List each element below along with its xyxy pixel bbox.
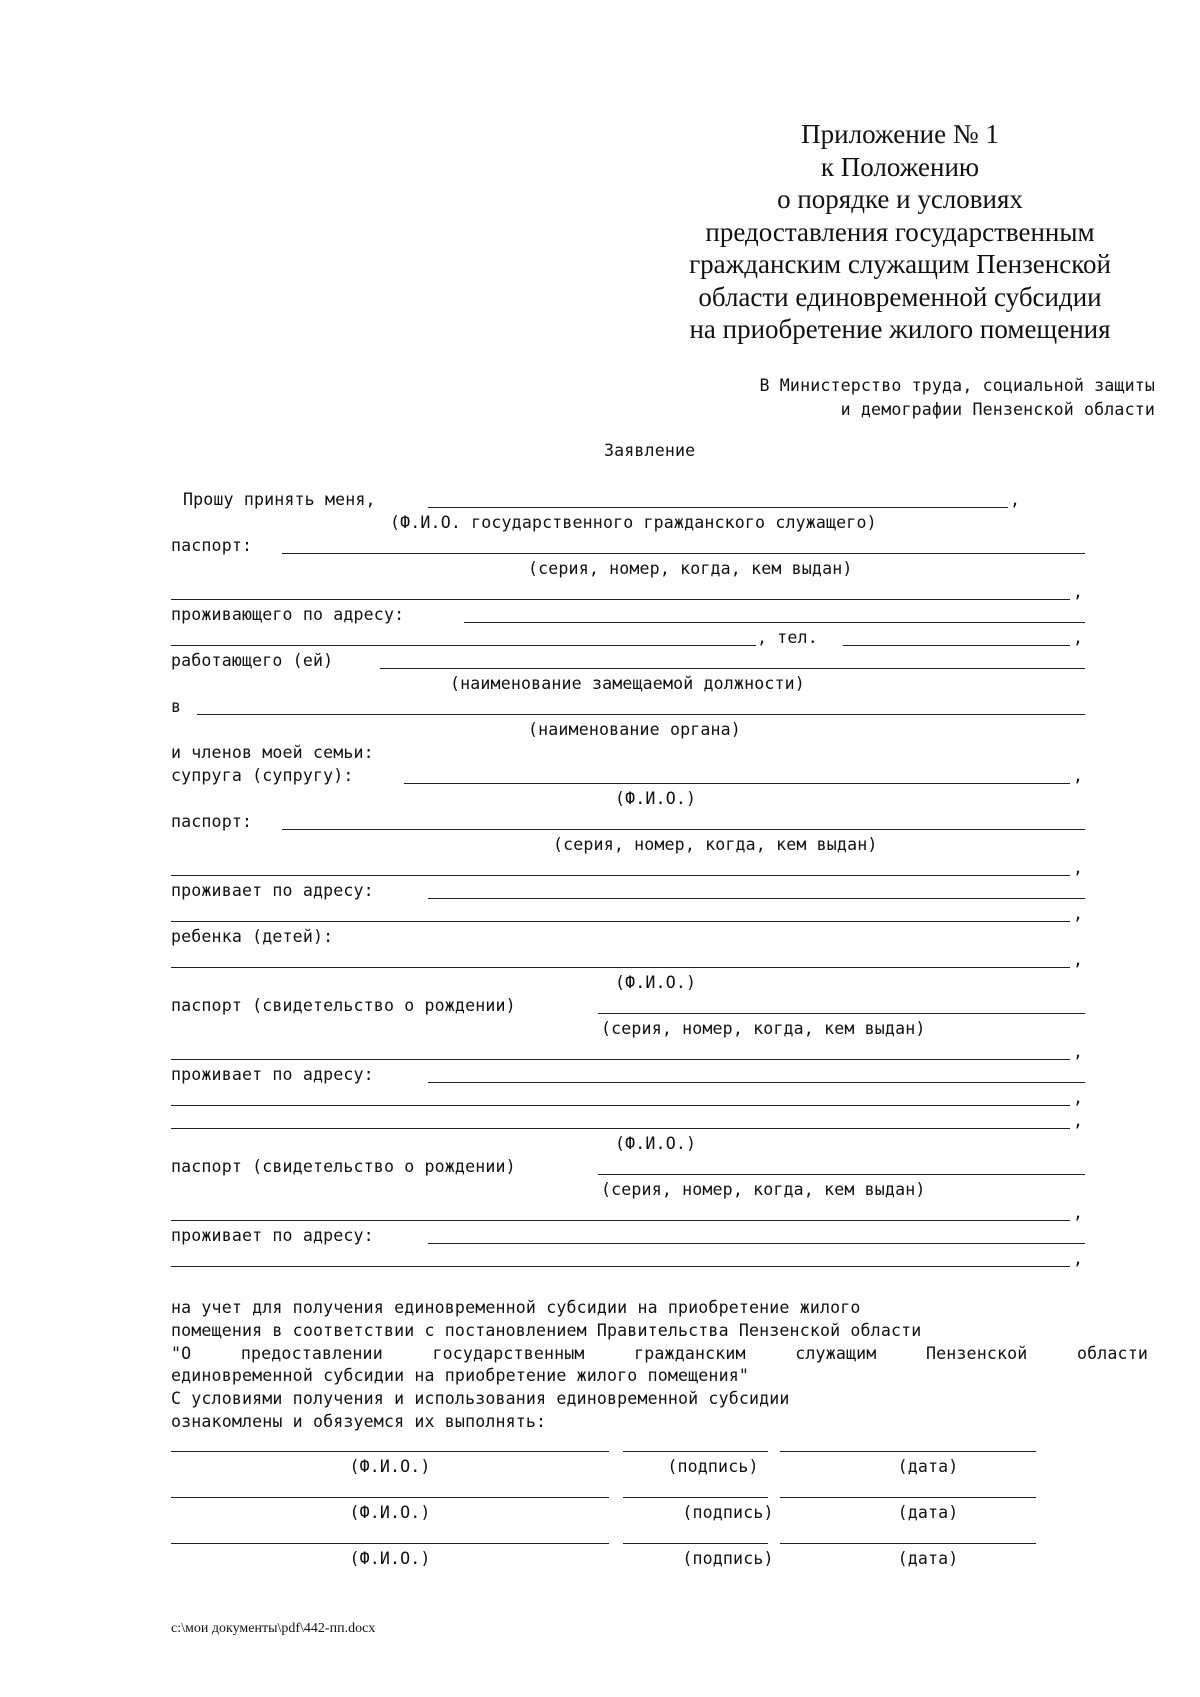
header-line: области единовременной субсидии [698,281,1102,312]
child1-passport-line[interactable] [598,1013,1085,1014]
header-line: о порядке и условиях [777,184,1023,214]
signature-fio-hint: (Ф.И.О.) [349,1549,431,1568]
child-fio-line[interactable] [171,967,1070,968]
appendix-header [660,118,1140,346]
header-line: Приложение № 1 [801,119,999,149]
signature-fio-line[interactable] [171,1543,609,1544]
child1-address-continued-line-2[interactable] [171,1128,1070,1129]
passport-line[interactable] [282,553,1085,554]
comma: , [1073,858,1084,877]
working-line[interactable] [380,668,1085,669]
comma: , [1073,904,1084,923]
signature-line[interactable] [623,1543,768,1544]
paragraph-word: области [1077,1343,1148,1363]
date-hint: (дата) [897,1549,959,1568]
addressee-line: В Министерство труда, социальной защиты [759,376,1155,395]
fio-hint: (Ф.И.О.) [615,789,697,808]
employee-fio-line[interactable] [428,507,1008,508]
lives-label: проживает по адресу: [171,1226,374,1245]
signature-date-line[interactable] [780,1451,1036,1452]
signature-fio-line[interactable] [171,1451,609,1452]
residing-label: проживающего по адресу: [171,605,405,624]
birth-cert-label: паспорт (свидетельство о рождении) [171,1157,516,1176]
child2-address-continued-line[interactable] [171,1266,1070,1267]
comma: , [1073,582,1084,601]
lives-label: проживает по адресу: [171,881,374,900]
lives-label: проживает по адресу: [171,1065,374,1084]
passport-hint: (серия, номер, когда, кем выдан) [601,1180,926,1199]
comma: , [1010,490,1021,509]
paragraph-word: Пензенской [926,1343,1028,1363]
document-title: Заявление [604,441,696,460]
spouse-address-line[interactable] [428,898,1085,899]
spouse-passport-continued-line[interactable] [171,875,1070,876]
residing-address-line[interactable] [464,622,1085,623]
organ-line[interactable] [197,714,1085,715]
signature-date-line[interactable] [780,1543,1036,1544]
comma: , [1073,1203,1084,1222]
paragraph-word: государственным [432,1343,585,1363]
header-line: предоставления государственным [705,216,1095,247]
phone-line[interactable] [843,645,1070,646]
signature-fio-hint: (Ф.И.О.) [349,1503,431,1522]
signature-hint: (подпись) [682,1549,774,1568]
file-path-footer: c:\мои документы\pdf\442-пп.docx [171,1621,376,1636]
signature-line[interactable] [623,1451,768,1452]
addressee [760,374,1155,422]
comma: , [1073,1088,1084,1107]
paragraph-word: гражданским [634,1343,746,1363]
family-label: и членов моей семьи: [171,743,374,762]
signature-fio-hint: (Ф.И.О.) [349,1457,431,1476]
child1-address-continued-line[interactable] [171,1105,1070,1106]
paragraph-word: предоставлении [240,1343,383,1363]
comma: , [1073,950,1084,969]
passport-continued-line[interactable] [171,599,1070,600]
paragraph-line: С условиями получения и использования единовременной субсидии [171,1389,790,1409]
paragraph-line: единовременной субсидии на приобретение жилого помещения" [171,1366,749,1386]
signature-line[interactable] [623,1497,768,1498]
date-hint: (дата) [897,1457,959,1476]
spouse-address-continued-line[interactable] [171,921,1070,922]
passport-label: паспорт: [171,536,253,555]
birth-cert-label: паспорт (свидетельство о рождении) [171,996,516,1015]
passport-hint: (серия, номер, когда, кем выдан) [601,1019,926,1038]
passport-hint: (серия, номер, когда, кем выдан) [553,835,878,854]
address-continued-line[interactable] [171,645,756,646]
child2-passport-line[interactable] [598,1174,1085,1175]
position-hint: (наименование замещаемой должности) [450,674,805,693]
comma: , [1073,628,1084,647]
header-line: на приобретение жилого помещения [689,314,1111,344]
signature-date-line[interactable] [780,1497,1036,1498]
in-label: в [171,697,182,716]
paragraph-line: ознакомлены и обязуемся их выполнять: [171,1411,547,1431]
passport-hint: (серия, номер, когда, кем выдан) [528,559,853,578]
fio-hint: (Ф.И.О.) [615,1134,697,1153]
paragraph-word: служащим [795,1343,877,1363]
fio-employee-hint: (Ф.И.О. государственного гражданского служащего) [390,513,877,532]
header-line: гражданским служащим Пензенской [689,249,1111,279]
comma: , [1073,1111,1084,1130]
spouse-passport-line[interactable] [282,829,1085,830]
organ-hint: (наименование органа) [528,720,741,739]
child1-address-line[interactable] [428,1082,1085,1083]
phone-label: , тел. [757,628,818,647]
request-label: Прошу принять меня, [183,490,376,509]
comma: , [1073,1042,1084,1061]
addressee-line: и демографии Пензенской области [840,400,1155,419]
paragraph-line: помещения в соответствии с постановлением Правительства Пензенской области [171,1320,922,1340]
paragraph-justified-line [171,1343,1148,1366]
child2-address-line[interactable] [428,1243,1085,1244]
paragraph-line: на учет для получения единовременной субсидии на приобретение жилого [171,1298,861,1317]
child1-passport-continued-line[interactable] [171,1059,1070,1060]
paragraph-word: "О [171,1343,192,1363]
comma: , [1073,1249,1084,1268]
spouse-label: супруга (супругу): [171,766,354,785]
fio-hint: (Ф.И.О.) [615,973,697,992]
working-label: работающего (ей) [171,651,334,670]
statement-paragraph [171,1297,1148,1434]
spouse-fio-line[interactable] [404,783,1070,784]
passport-label: паспорт: [171,812,253,831]
signature-hint: (подпись) [682,1503,774,1522]
child-label: ребенка (детей): [171,927,334,946]
header-line: к Положению [820,151,980,182]
signature-fio-line[interactable] [171,1497,609,1498]
comma: , [1073,766,1084,785]
date-hint: (дата) [897,1503,959,1522]
signature-hint: (подпись) [667,1457,759,1476]
child2-passport-continued-line[interactable] [171,1220,1070,1221]
